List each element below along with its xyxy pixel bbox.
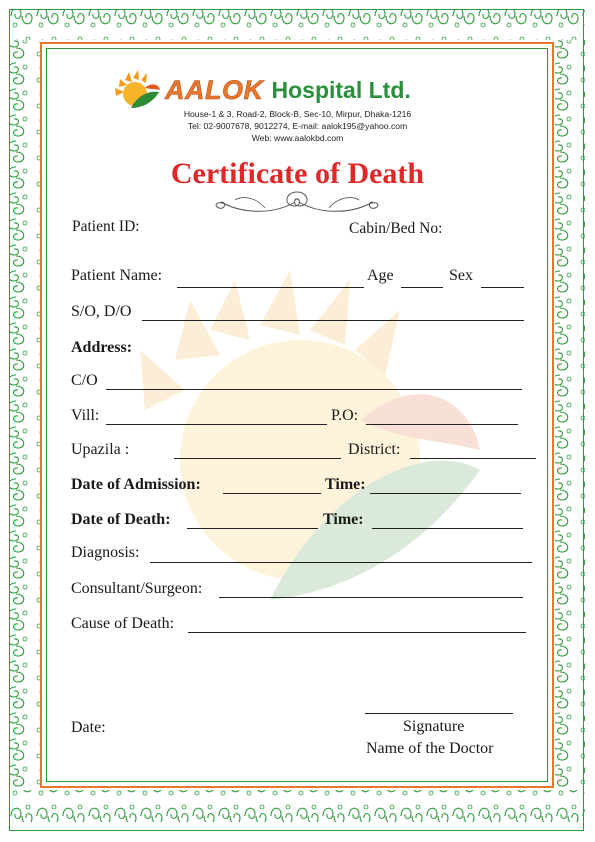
death-time-field[interactable] bbox=[372, 528, 523, 529]
co-label: C/O bbox=[71, 372, 98, 389]
patient-name-field[interactable] bbox=[177, 287, 364, 288]
signature-label: Signature bbox=[403, 718, 465, 735]
hospital-contact: Tel: 02-9007678, 9012274, E-mail: aalok195@yahoo.com bbox=[187, 121, 408, 131]
sex-field[interactable] bbox=[481, 287, 524, 288]
address-heading: Address: bbox=[71, 339, 133, 356]
consultant-label: Consultant/Surgeon: bbox=[71, 580, 203, 597]
cause-of-death-field[interactable] bbox=[188, 632, 526, 633]
vill-label: Vill: bbox=[71, 407, 100, 424]
hospital-brand: AALOK bbox=[165, 74, 264, 105]
diagnosis-field[interactable] bbox=[150, 562, 532, 563]
consultant-field[interactable] bbox=[219, 597, 523, 598]
hospital-brand-suffix: Hospital Ltd. bbox=[271, 76, 411, 103]
date-of-death-field[interactable] bbox=[187, 528, 318, 529]
date-label: Date: bbox=[71, 719, 106, 736]
date-of-death-label: Date of Death: bbox=[71, 511, 171, 528]
hospital-logo bbox=[115, 70, 411, 110]
district-label: District: bbox=[348, 441, 401, 458]
district-field[interactable] bbox=[410, 458, 536, 459]
date-of-admission-field[interactable] bbox=[223, 493, 321, 494]
admission-time-field[interactable] bbox=[370, 493, 521, 494]
signature-line[interactable] bbox=[365, 713, 513, 714]
age-label: Age bbox=[367, 267, 394, 284]
so-do-label: S/O, D/O bbox=[71, 303, 132, 320]
po-field[interactable] bbox=[366, 424, 518, 425]
hospital-website: Web: www.aalokbd.com bbox=[251, 133, 344, 143]
sun-leaf-icon bbox=[115, 70, 161, 110]
certificate-title: Certificate of Death bbox=[170, 157, 425, 190]
upazila-field[interactable] bbox=[174, 458, 341, 459]
cause-of-death-label: Cause of Death: bbox=[71, 615, 175, 632]
hospital-address: House-1 & 3, Road-2, Block-B, Sec-10, Mirpur, Dhaka-1216 bbox=[183, 109, 412, 119]
cabin-bed-label: Cabin/Bed No: bbox=[349, 220, 443, 237]
patient-name-label: Patient Name: bbox=[71, 267, 163, 284]
patient-id-label: Patient ID: bbox=[72, 218, 140, 235]
doctor-name-label: Name of the Doctor bbox=[366, 740, 494, 757]
diagnosis-label: Diagnosis: bbox=[71, 544, 140, 561]
date-of-admission-label: Date of Admission: bbox=[71, 476, 201, 493]
watermark-logo bbox=[100, 270, 520, 630]
po-label: P.O: bbox=[331, 407, 359, 424]
vill-field[interactable] bbox=[106, 424, 327, 425]
death-time-label: Time: bbox=[323, 511, 364, 528]
sex-label: Sex bbox=[449, 267, 473, 284]
co-field[interactable] bbox=[106, 389, 522, 390]
flourish-ornament bbox=[205, 188, 390, 218]
admission-time-label: Time: bbox=[325, 476, 366, 493]
upazila-label: Upazila : bbox=[71, 441, 130, 458]
so-do-field[interactable] bbox=[142, 320, 524, 321]
age-field[interactable] bbox=[401, 287, 443, 288]
